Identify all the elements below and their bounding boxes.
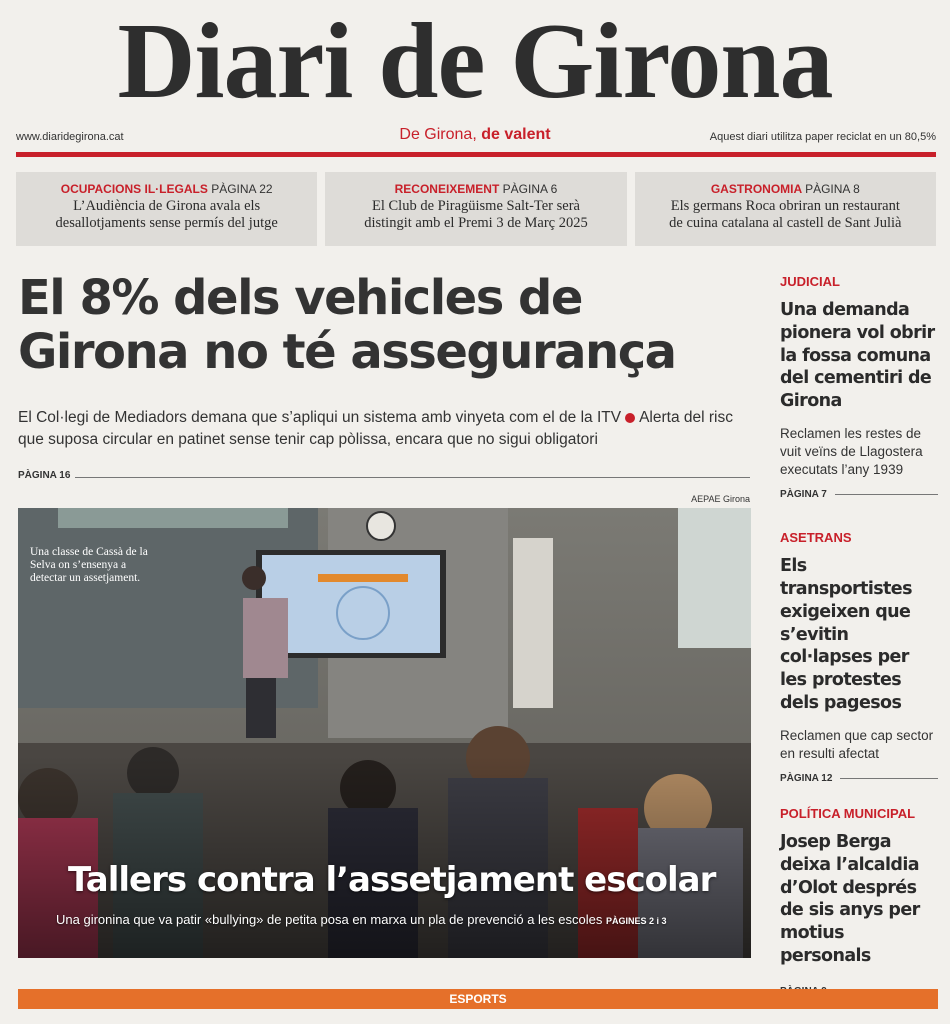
side-story-judicial[interactable] — [780, 274, 938, 500]
teaser-page: PÀGINA 6 — [502, 182, 558, 196]
side-page-line — [780, 773, 938, 784]
teaser-page: PÀGINA 8 — [805, 182, 860, 196]
teaser-kicker: RECONEIXEMENT PÀGINA 6 — [394, 182, 558, 196]
esports-section-bar[interactable]: ESPORTS — [18, 989, 938, 1009]
side-story-politica[interactable] — [780, 806, 938, 997]
side-kicker: POLÍTICA MUNICIPAL — [780, 806, 916, 822]
teaser-text: Els germans Roca obriran un restaurant de cuina catalana al castell de Sant Julià — [669, 198, 902, 232]
teaser-bar — [16, 172, 936, 246]
photo-deck: Una gironina que va patir «bullying» de petita posa en marxa un pla de prevenció a les escoles PÀGINES 2 i 3 — [56, 912, 667, 927]
photo-title[interactable]: Tallers contra l’assetjament escolar — [68, 860, 716, 900]
main-deck: El Col·legi de Mediadors demana que s’apliqui un sistema amb vinyeta com el de la ITV Alerta del risc que suposa circular en patinet sense tenir cap pòlissa, encara que no sigui obligatori — [18, 409, 733, 449]
slogan-part-b: de valent — [481, 126, 551, 143]
masthead-rule — [16, 152, 936, 157]
teaser-page: PÀGINA 22 — [211, 182, 273, 196]
main-page-ref: PÀGINA 16 — [18, 470, 71, 481]
side-story-asetrans[interactable] — [780, 530, 938, 784]
side-kicker: ASETRANS — [780, 530, 852, 546]
photo-pages: PÀGINES 2 i 3 — [605, 916, 667, 926]
side-text: Reclamen que cap sector en resulti afectat — [780, 727, 934, 761]
teaser-kicker: OCUPACIONS IL·LEGALS PÀGINA 22 — [60, 182, 273, 196]
photo-credit: AEPAE Girona — [691, 494, 750, 504]
teaser-text: El Club de Piragüisme Salt-Ter serà distingit amb el Premi 3 de Març 2025 — [364, 198, 588, 232]
side-page-ref: PÀGINA 12 — [780, 773, 833, 785]
teaser-kicker: GASTRONOMIA PÀGINA 8 — [710, 182, 860, 196]
side-title[interactable]: Els transportistes exigeixen que s’evitin col·lapses per les protestes dels pagesos — [780, 556, 912, 713]
site-url[interactable]: www.diaridegirona.cat — [16, 131, 124, 143]
teaser-gastronomia[interactable] — [635, 172, 936, 246]
sidebar — [780, 274, 938, 997]
masthead-title: Diari de Girona — [117, 2, 833, 121]
teaser-reconeixement[interactable] — [325, 172, 626, 246]
side-text: Reclamen les restes de vuit veïns de Llagostera executats l’any 1939 — [780, 425, 923, 478]
bullet-dot-icon — [625, 413, 635, 423]
teaser-text: L’Audiència de Girona avala els desallotjaments sense permís del jutge — [55, 198, 278, 232]
side-page-line — [780, 489, 938, 500]
side-page-ref: PÀGINA 7 — [780, 489, 827, 501]
slogan-part-a: De Girona, — [399, 126, 482, 143]
classroom-photo[interactable] — [18, 508, 751, 958]
main-rule — [75, 477, 750, 478]
photo-caption: Una classe de Cassà de la Selva on s’ensenya a detectar un assetjament. — [30, 546, 148, 585]
side-title[interactable]: Una demanda pionera vol obrir la fossa comuna del cementiri de Girona — [780, 300, 935, 411]
main-headline[interactable]: El 8% dels vehicles de Girona no té assegurança — [18, 270, 676, 380]
side-title[interactable]: Josep Berga deixa l’alcaldia d’Olot després de sis anys per motius personals — [780, 832, 920, 966]
paper-note: Aquest diari utilitza paper reciclat en un 80,5% — [709, 131, 936, 143]
teaser-ocupacions[interactable] — [16, 172, 317, 246]
side-kicker: JUDICIAL — [780, 274, 840, 289]
